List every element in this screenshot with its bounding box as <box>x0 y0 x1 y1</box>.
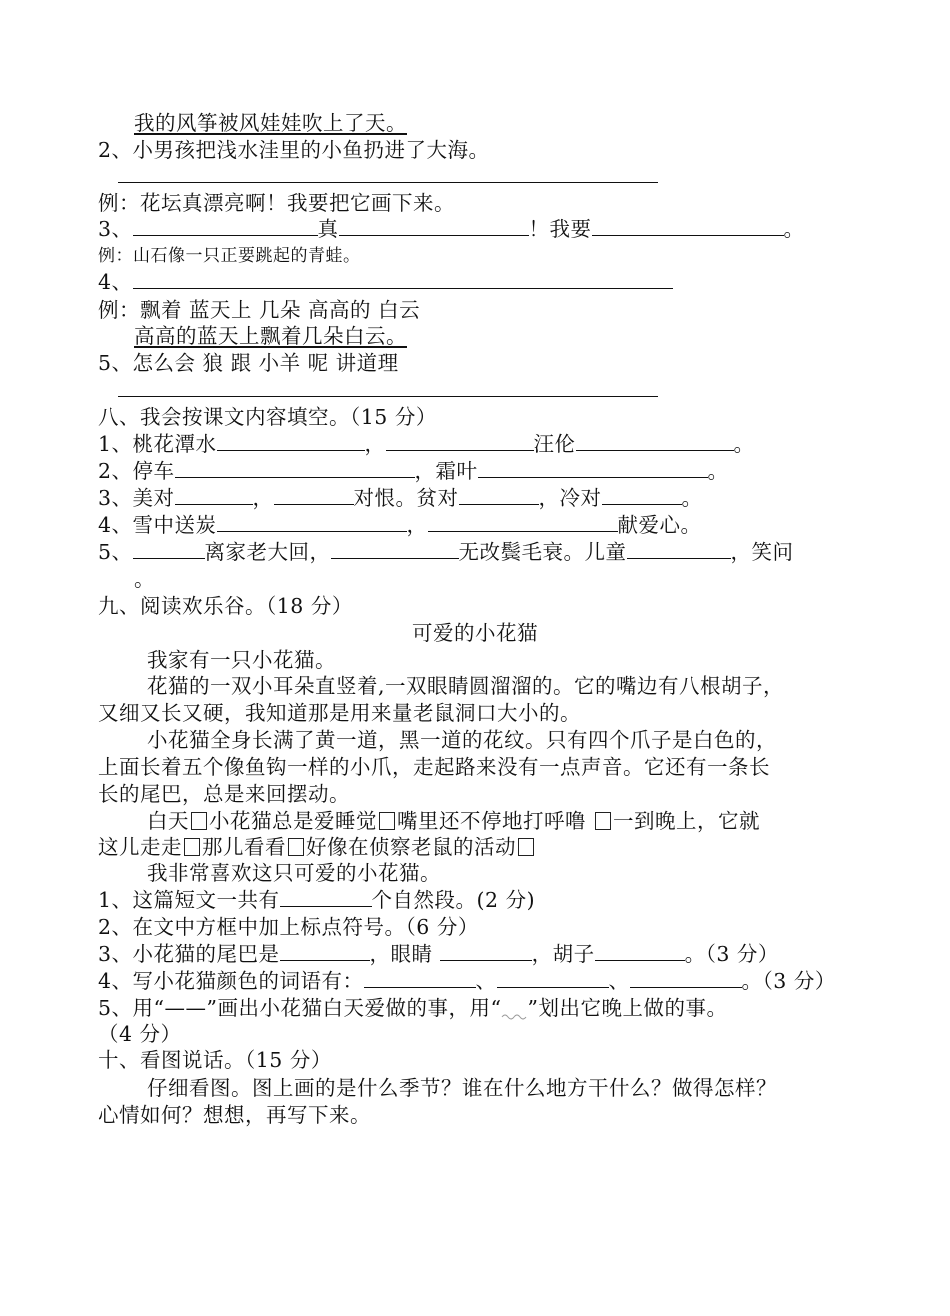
example-3: 例：山石像一只正要跳起的青蛙。 <box>98 246 361 266</box>
question-8-4: 4、雪中送炭 ， 献爱心。 <box>98 513 702 537</box>
blank-8-3d[interactable] <box>602 485 682 505</box>
blank-9-3b[interactable] <box>440 941 532 961</box>
question-8-3: 3、美对 ， 对恨。贫对 ，冷对 。 <box>98 486 703 510</box>
question-7-4: 4、 <box>98 269 862 295</box>
blank-7-3b[interactable] <box>339 216 529 236</box>
question-7-2: 2、小男孩把浅水洼里的小鱼扔进了大海。 <box>98 138 490 162</box>
section-8-title: 八、我会按课文内容填空。（15 分） <box>98 405 437 429</box>
example-answer-1: 我的风筝被风娃娃吹上了天。 <box>134 111 407 135</box>
blank-8-3b[interactable] <box>274 485 354 505</box>
passage-paragraph-3-line-3: 长的尾巴，总是来回摆动。 <box>98 782 350 806</box>
section-10-title: 十、看图说话。（15 分） <box>98 1048 332 1072</box>
question-8-2: 2、停车 ，霜叶 。 <box>98 459 729 483</box>
blank-8-2b[interactable] <box>478 458 708 478</box>
question-9-1: 1、这篇短文一共有 个自然段。(2 分) <box>98 888 536 912</box>
passage-paragraph-3-line-2: 上面长着五个像鱼钩一样的小爪，走起路来没有一点声音。它还有一条长 <box>98 755 770 779</box>
passage-paragraph-5: 我非常喜欢这只可爱的小花猫。 <box>147 861 441 885</box>
blank-8-5a[interactable] <box>133 539 205 559</box>
passage-paragraph-1: 我家有一只小花猫。 <box>147 648 336 672</box>
question-8-1: 1、桃花潭水 ， 汪伦 。 <box>98 432 755 456</box>
example-2: 例：花坛真漂亮啊！我要把它画下来。 <box>98 191 455 215</box>
blank-9-4c[interactable] <box>630 968 742 988</box>
passage-paragraph-3-line-1: 小花猫全身长满了黄一道，黑一道的花纹。只有四个爪子是白色的， <box>147 728 777 752</box>
example-4: 例：飘着 蓝天上 几朵 高高的 白云 <box>98 298 421 322</box>
blank-8-3c[interactable] <box>459 485 539 505</box>
example-answer-4: 高高的蓝天上飘着几朵白云。 <box>134 324 407 348</box>
passage-title: 可爱的小花猫 <box>412 621 538 645</box>
blank-8-3a[interactable] <box>175 485 253 505</box>
punctuation-box[interactable] <box>191 812 207 830</box>
question-8-5: 5、 离家老大回， 无改鬓毛衰。儿童 ，笑问 <box>98 540 794 564</box>
blank-9-4b[interactable] <box>497 968 609 988</box>
punctuation-box[interactable] <box>595 812 611 830</box>
blank-8-2a[interactable] <box>175 458 415 478</box>
blank-9-3a[interactable] <box>280 941 370 961</box>
passage-paragraph-2-line-1: 花猫的一双小耳朵直竖着,一双眼睛圆溜溜的。它的嘴边有八根胡子， <box>147 674 785 698</box>
blank-9-1[interactable] <box>280 887 372 907</box>
wavy-underline-icon <box>501 1007 527 1021</box>
blank-9-4a[interactable] <box>364 968 476 988</box>
question-9-5: 5、用“——”画出小花猫白天爱做的事，用“ ”划出它晚上做的事。 <box>98 996 728 1020</box>
section-10-prompt-line-1: 仔细看图。图上画的是什么季节？谁在什么地方干什么？做得怎样？ <box>147 1076 777 1100</box>
blank-8-4a[interactable] <box>217 512 407 532</box>
blank-8-5c[interactable] <box>627 539 731 559</box>
answer-line-7-5[interactable] <box>118 396 658 397</box>
question-9-5-points: （4 分） <box>98 1022 182 1046</box>
question-7-5: 5、怎么会 狼 跟 小羊 呢 讲道理 <box>98 351 399 375</box>
question-9-4: 4、写小花猫颜色的词语有： 、 、 。（3 分） <box>98 969 836 993</box>
blank-8-1c[interactable] <box>576 431 734 451</box>
blank-8-1a[interactable] <box>217 431 365 451</box>
section-10-prompt-line-2: 心情如何？想想，再写下来。 <box>98 1103 371 1127</box>
punctuation-box[interactable] <box>379 812 395 830</box>
passage-paragraph-4-line-2: 这儿走走 那儿看看 好像在侦察老鼠的活动 <box>98 834 862 860</box>
blank-9-3c[interactable] <box>595 941 685 961</box>
punctuation-box[interactable] <box>288 838 304 856</box>
blank-7-3c[interactable] <box>592 216 784 236</box>
section-9-title: 九、阅读欢乐谷。（18 分） <box>98 594 353 618</box>
blank-7-4[interactable] <box>133 269 673 289</box>
blank-8-5b[interactable] <box>331 539 459 559</box>
blank-8-4b[interactable] <box>428 512 618 532</box>
passage-paragraph-2-line-2: 又细又长又硬，我知道那是用来量老鼠洞口大小的。 <box>98 701 581 725</box>
question-7-3: 3、 真 ！我要 。 <box>98 217 805 241</box>
question-8-5-end: 。 <box>134 567 155 591</box>
question-9-3: 3、小花猫的尾巴是 ，眼睛 ，胡子 。（3 分） <box>98 942 779 966</box>
punctuation-box[interactable] <box>518 838 534 856</box>
blank-8-1b[interactable] <box>386 431 534 451</box>
passage-paragraph-4-line-1: 白天 小花猫总是爱睡觉 嘴里还不停地打呼噜 一到晚上，它就 <box>147 809 761 833</box>
question-9-2: 2、在文中方框中加上标点符号。（6 分） <box>98 915 479 939</box>
blank-7-3a[interactable] <box>133 216 318 236</box>
answer-line-7-2[interactable] <box>118 182 658 183</box>
punctuation-box[interactable] <box>184 838 200 856</box>
